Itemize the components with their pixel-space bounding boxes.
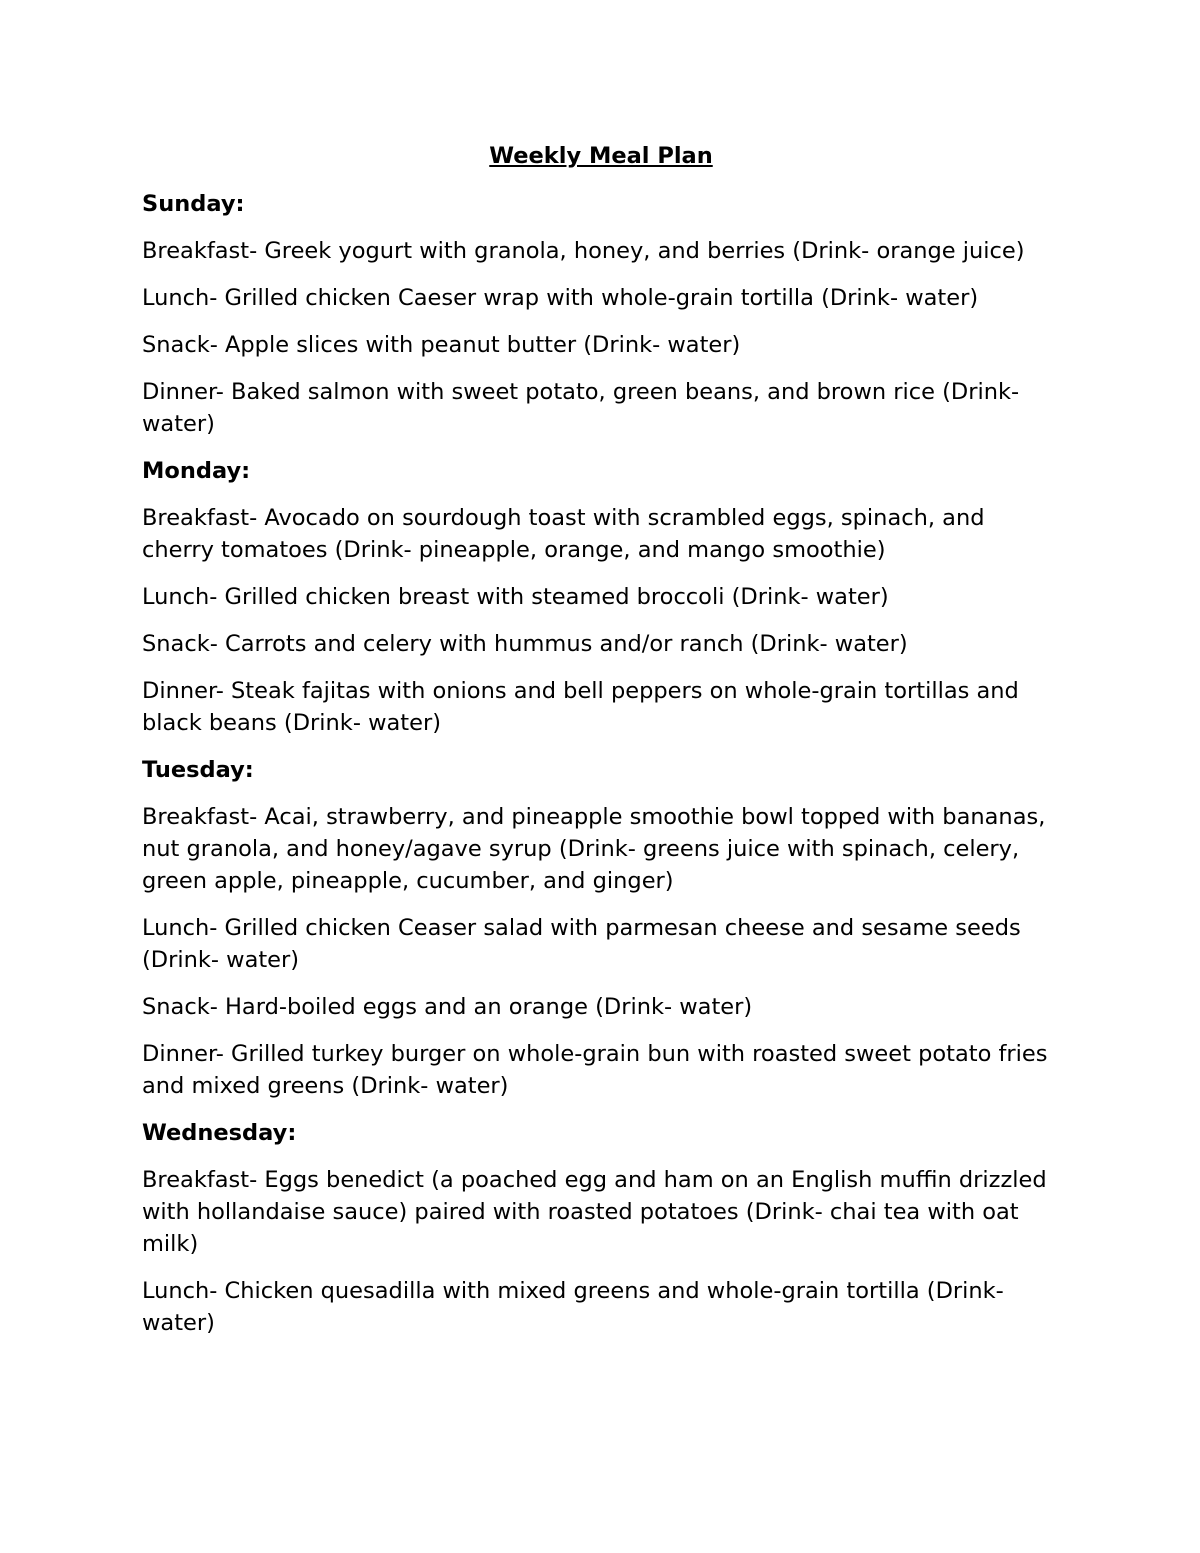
day-heading: Wednesday: xyxy=(142,1120,297,1146)
document-title: Weekly Meal Plan xyxy=(489,143,713,169)
meal-entry: Snack- Hard-boiled eggs and an orange (Drink- water) xyxy=(142,994,753,1020)
meal-entry: Snack- Carrots and celery with hummus and/or ranch (Drink- water) xyxy=(142,631,908,657)
meal-entry: Dinner- Steak fajitas with onions and bell peppers on whole-grain tortillas and black beans (Drink- water) xyxy=(142,678,1019,736)
day-heading: Sunday: xyxy=(142,191,245,217)
meal-entry: Snack- Apple slices with peanut butter (Drink- water) xyxy=(142,332,741,358)
meal-entry: Breakfast- Acai, strawberry, and pineapple smoothie bowl topped with bananas, nut granola, and honey/agave syrup (Drink- greens juice with spinach, celery, green apple, pineapple, cucumber, and ginger) xyxy=(142,804,1046,894)
meal-entry: Dinner- Baked salmon with sweet potato, green beans, and brown rice (Drink- water) xyxy=(142,379,1020,437)
day-wednesday xyxy=(142,1117,1060,1339)
meal-entry: Dinner- Grilled turkey burger on whole-grain bun with roasted sweet potato fries and mixed greens (Drink- water) xyxy=(142,1041,1048,1099)
meal-entry: Lunch- Grilled chicken Caeser wrap with whole-grain tortilla (Drink- water) xyxy=(142,285,979,311)
day-heading: Tuesday: xyxy=(142,757,254,783)
day-tuesday xyxy=(142,754,1060,1102)
meal-entry: Breakfast- Avocado on sourdough toast with scrambled eggs, spinach, and cherry tomatoes (Drink- pineapple, orange, and mango smoothie) xyxy=(142,505,985,563)
day-heading: Monday: xyxy=(142,458,251,484)
day-monday xyxy=(142,455,1060,739)
meal-entry: Breakfast- Greek yogurt with granola, honey, and berries (Drink- orange juice) xyxy=(142,238,1025,264)
meal-entry: Lunch- Grilled chicken breast with steamed broccoli (Drink- water) xyxy=(142,584,889,610)
meal-entry: Breakfast- Eggs benedict (a poached egg and ham on an English muffin drizzled with hollandaise sauce) paired with roasted potatoes (Drink- chai tea with oat milk) xyxy=(142,1167,1047,1257)
day-sunday xyxy=(142,188,1060,440)
meal-entry: Lunch- Grilled chicken Ceaser salad with parmesan cheese and sesame seeds (Drink- water) xyxy=(142,915,1021,973)
meal-entry: Lunch- Chicken quesadilla with mixed greens and whole-grain tortilla (Drink- water) xyxy=(142,1278,1004,1336)
